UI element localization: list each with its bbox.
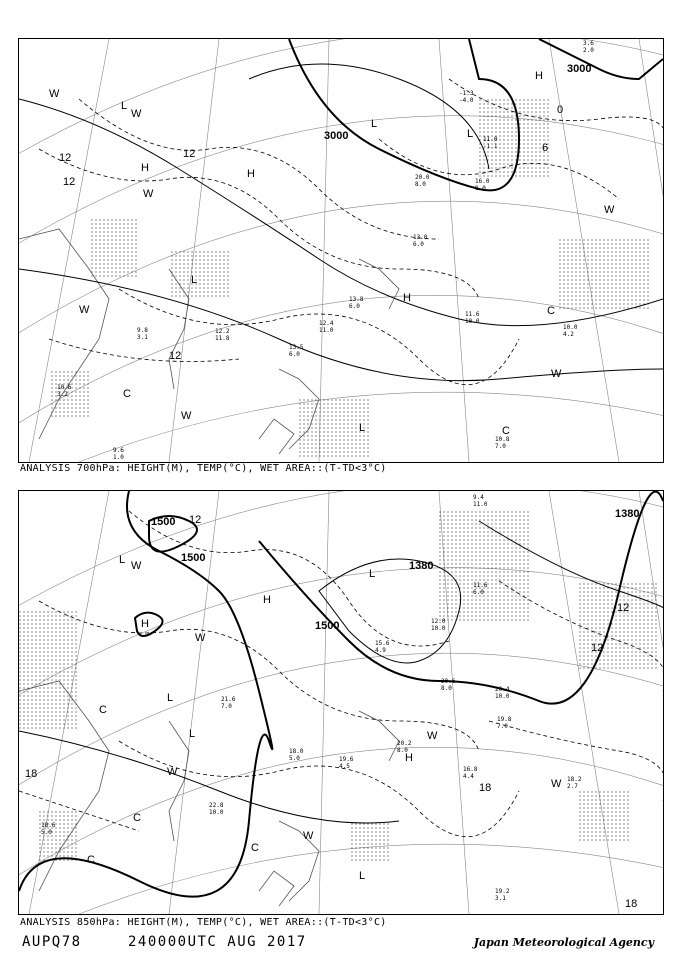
low-center: L bbox=[119, 554, 126, 566]
svg-text:8.0: 8.0 bbox=[475, 185, 486, 192]
svg-text:11.6: 11.6 bbox=[465, 311, 480, 318]
station-plot bbox=[473, 494, 488, 508]
svg-text:10.8: 10.8 bbox=[495, 436, 510, 443]
warm-center: W bbox=[427, 730, 438, 742]
svg-text:8.0: 8.0 bbox=[441, 685, 452, 692]
low-center: L bbox=[167, 692, 174, 704]
contour-label: 1380 bbox=[615, 508, 640, 520]
low-center: L bbox=[371, 118, 378, 130]
cold-center: C bbox=[87, 854, 95, 866]
svg-text:11.8: 11.8 bbox=[215, 335, 230, 342]
station-plot bbox=[221, 696, 236, 710]
svg-text:5.0: 5.0 bbox=[41, 829, 52, 836]
svg-text:3.1: 3.1 bbox=[137, 334, 148, 341]
isotherm-label: 12 bbox=[169, 350, 182, 362]
isotherm-label: 12 bbox=[189, 514, 202, 526]
high-center: H bbox=[247, 168, 255, 180]
svg-text:10.0: 10.0 bbox=[495, 693, 510, 700]
svg-text:12.4: 12.4 bbox=[319, 320, 334, 327]
station-plot bbox=[215, 328, 230, 342]
station-plot bbox=[459, 90, 474, 104]
svg-text:19.8: 19.8 bbox=[497, 716, 512, 723]
svg-text:10.0: 10.0 bbox=[431, 625, 446, 632]
isotherm-label: 12 bbox=[63, 176, 76, 188]
isotherm-label: 6 bbox=[542, 142, 549, 154]
svg-text:21.6: 21.6 bbox=[221, 696, 236, 703]
contour-label: 1500 bbox=[315, 620, 340, 632]
latitude-lines bbox=[19, 491, 663, 914]
caption-850hpa: ANALYSIS 850hPa: HEIGHT(M), TEMP(°C), WET AREA::(T-TD<3°C) bbox=[20, 917, 387, 928]
low-center: L bbox=[369, 568, 376, 580]
svg-text:3.1: 3.1 bbox=[495, 895, 506, 902]
svg-text:6.0: 6.0 bbox=[473, 589, 484, 596]
cold-center: C bbox=[123, 388, 131, 400]
svg-text:20.2: 20.2 bbox=[397, 740, 412, 747]
svg-text:9.8: 9.8 bbox=[137, 327, 148, 334]
cold-center: C bbox=[251, 842, 259, 854]
wet-area-stipple bbox=[49, 99, 649, 459]
low-center: L bbox=[121, 100, 128, 112]
svg-text:9.6: 9.6 bbox=[113, 447, 124, 454]
low-center: L bbox=[359, 870, 366, 882]
station-plot bbox=[349, 296, 364, 310]
warm-center: W bbox=[303, 830, 314, 842]
station-plot bbox=[289, 748, 304, 762]
svg-text:10.0: 10.0 bbox=[563, 324, 578, 331]
svg-text:15.6: 15.6 bbox=[375, 640, 390, 647]
svg-text:2.0: 2.0 bbox=[583, 47, 594, 54]
svg-text:12.2: 12.2 bbox=[215, 328, 230, 335]
isotherm-label: 0 bbox=[557, 104, 564, 116]
svg-text:5.0: 5.0 bbox=[289, 755, 300, 762]
station-plot bbox=[413, 234, 428, 248]
map-850hpa bbox=[19, 491, 663, 914]
cold-center: C bbox=[99, 704, 107, 716]
contour-label: 1500 bbox=[151, 516, 176, 528]
station-plot bbox=[289, 344, 304, 358]
isotherm-label: 12 bbox=[591, 642, 604, 654]
station-plot bbox=[495, 686, 510, 700]
isotherm-label: 18 bbox=[479, 782, 492, 794]
svg-text:20.4: 20.4 bbox=[495, 686, 510, 693]
svg-text:19.6: 19.6 bbox=[339, 756, 354, 763]
svg-text:16.0: 16.0 bbox=[475, 178, 490, 185]
station-plot bbox=[495, 888, 510, 902]
station-plot bbox=[319, 320, 334, 334]
svg-text:13.5: 13.5 bbox=[289, 344, 304, 351]
isotherm-label: 18 bbox=[625, 898, 638, 910]
svg-text:11.0: 11.0 bbox=[319, 327, 334, 334]
contour-label: 3000 bbox=[567, 63, 592, 75]
station-plot bbox=[339, 756, 354, 770]
contour-label: 1380 bbox=[409, 560, 434, 572]
agency-name: Japan Meteorological Agency bbox=[473, 936, 654, 949]
map-700hpa bbox=[19, 39, 663, 462]
svg-text:20.6: 20.6 bbox=[441, 678, 456, 685]
svg-text:3.2: 3.2 bbox=[57, 391, 68, 398]
warm-center: W bbox=[143, 188, 154, 200]
svg-text:8.0: 8.0 bbox=[397, 747, 408, 754]
station-plot bbox=[113, 447, 124, 461]
cold-center: C bbox=[547, 305, 555, 317]
warm-center: W bbox=[181, 410, 192, 422]
high-center: H bbox=[141, 618, 149, 630]
svg-text:4.4: 4.4 bbox=[463, 773, 474, 780]
svg-text:4.2: 4.2 bbox=[563, 331, 574, 338]
svg-text:4.5: 4.5 bbox=[339, 763, 350, 770]
chart-700hpa bbox=[18, 38, 664, 463]
isotherm-label: 12 bbox=[617, 602, 630, 614]
warm-center: W bbox=[551, 368, 562, 380]
svg-text:12.0: 12.0 bbox=[431, 618, 446, 625]
warm-center: W bbox=[79, 304, 90, 316]
svg-text:7.0: 7.0 bbox=[495, 443, 506, 450]
low-center: L bbox=[467, 128, 474, 140]
warm-center: W bbox=[195, 632, 206, 644]
warm-center: W bbox=[131, 560, 142, 572]
contour-label: 3000 bbox=[324, 130, 349, 142]
warm-center: W bbox=[167, 766, 178, 778]
low-center: L bbox=[189, 728, 196, 740]
svg-text:-1.3: -1.3 bbox=[459, 90, 474, 97]
svg-text:18.0: 18.0 bbox=[289, 748, 304, 755]
cold-center: C bbox=[133, 812, 141, 824]
station-plot bbox=[415, 174, 430, 188]
warm-center: W bbox=[49, 88, 60, 100]
svg-text:7.0: 7.0 bbox=[497, 723, 508, 730]
svg-text:10.0: 10.0 bbox=[465, 318, 480, 325]
low-center: L bbox=[191, 274, 198, 286]
valid-time: 240000UTC AUG 2017 bbox=[128, 934, 307, 950]
svg-text:11.0: 11.0 bbox=[473, 501, 488, 508]
high-center: H bbox=[535, 70, 543, 82]
station-plot bbox=[567, 776, 582, 790]
station-plot bbox=[497, 716, 512, 730]
station-plot bbox=[209, 802, 224, 816]
station-plot bbox=[495, 436, 510, 450]
chart-850hpa bbox=[18, 490, 664, 915]
svg-text:3.6: 3.6 bbox=[583, 40, 594, 47]
caption-700hpa: ANALYSIS 700hPa: HEIGHT(M), TEMP(°C), WET AREA::(T-TD<3°C) bbox=[20, 463, 387, 474]
high-center: H bbox=[141, 162, 149, 174]
svg-text:7.0: 7.0 bbox=[221, 703, 232, 710]
height-contours-bold bbox=[289, 39, 663, 190]
station-plot bbox=[375, 640, 390, 654]
svg-text:11.6: 11.6 bbox=[473, 582, 488, 589]
svg-text:8.0: 8.0 bbox=[415, 181, 426, 188]
warm-center: W bbox=[551, 778, 562, 790]
warm-center: W bbox=[604, 204, 615, 216]
isotherm-label: 12 bbox=[183, 148, 196, 160]
svg-text:19.2: 19.2 bbox=[495, 888, 510, 895]
station-plot bbox=[563, 324, 578, 338]
svg-text:-1.1: -1.1 bbox=[483, 143, 498, 150]
station-plot bbox=[137, 327, 148, 341]
station-plot bbox=[441, 678, 456, 692]
height-contours-bold bbox=[19, 491, 663, 897]
svg-text:18.2: 18.2 bbox=[567, 776, 582, 783]
svg-text:9.4: 9.4 bbox=[473, 494, 484, 501]
station-plot bbox=[431, 618, 446, 632]
station-plot bbox=[583, 40, 594, 54]
svg-text:10.6: 10.6 bbox=[57, 384, 72, 391]
svg-text:16.8: 16.8 bbox=[463, 766, 478, 773]
station-plot bbox=[465, 311, 480, 325]
warm-center: W bbox=[131, 108, 142, 120]
svg-text:13.8: 13.8 bbox=[349, 296, 364, 303]
svg-text:-4.0: -4.0 bbox=[459, 97, 474, 104]
contour-label: 1500 bbox=[181, 552, 206, 564]
svg-text:2.7: 2.7 bbox=[567, 783, 578, 790]
high-center: H bbox=[403, 292, 411, 304]
svg-text:13.0: 13.0 bbox=[413, 234, 428, 241]
svg-text:6.0: 6.0 bbox=[413, 241, 424, 248]
station-plot bbox=[483, 136, 498, 150]
wet-area-stipple bbox=[19, 511, 659, 861]
high-center: H bbox=[405, 752, 413, 764]
svg-text:11.0: 11.0 bbox=[483, 136, 498, 143]
svg-text:20.0: 20.0 bbox=[415, 174, 430, 181]
station-plot bbox=[463, 766, 478, 780]
svg-text:22.8: 22.8 bbox=[209, 802, 224, 809]
svg-text:6.0: 6.0 bbox=[349, 303, 360, 310]
svg-text:4.9: 4.9 bbox=[375, 647, 386, 654]
svg-text:1.0: 1.0 bbox=[113, 454, 124, 461]
chart-id: AUPQ78 bbox=[22, 934, 82, 950]
svg-text:10.0: 10.0 bbox=[209, 809, 224, 816]
low-center: L bbox=[359, 422, 366, 434]
high-center: H bbox=[263, 594, 271, 606]
svg-text:6.0: 6.0 bbox=[289, 351, 300, 358]
cold-center: C bbox=[502, 425, 510, 437]
isotherm-label: 12 bbox=[59, 152, 72, 164]
isotherm-label: 18 bbox=[25, 768, 38, 780]
svg-text:18.6: 18.6 bbox=[41, 822, 56, 829]
